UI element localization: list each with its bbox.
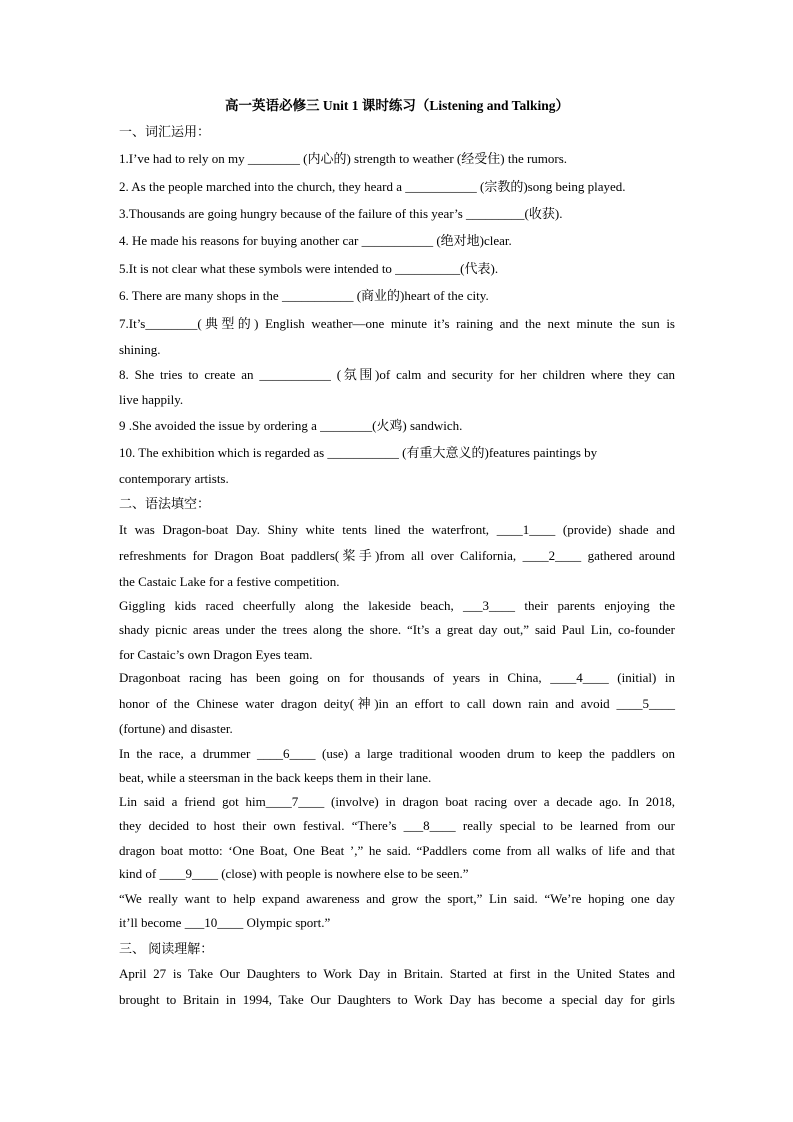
vocab-question-8-cont: live happily.: [119, 392, 184, 407]
reading-line: brought to Britain in 1994, Take Our Daughters to Work Day has become a special day for girls: [119, 992, 675, 1007]
grammar-line: “We really want to help expand awareness and grow the sport,” Lin said. “We’re hoping one day: [119, 891, 675, 906]
grammar-line: for Castaic’s own Dragon Eyes team.: [119, 647, 313, 662]
vocab-question-6: 6. There are many shops in the ___________ (商业的)heart of the city.: [119, 288, 489, 303]
grammar-line: Lin said a friend got him____7____ (involve) in dragon boat racing over a decade ago. In 2018,: [119, 794, 675, 809]
grammar-line: In the race, a drummer ____6____ (use) a large traditional wooden drum to keep the paddlers on: [119, 746, 675, 761]
grammar-line: Dragonboat racing has been going on for thousands of years in China, ____4____ (initial) in: [119, 670, 675, 685]
vocab-question-5: 5.It is not clear what these symbols were intended to __________(代表).: [119, 261, 499, 276]
reading-line: April 27 is Take Our Daughters to Work Day in Britain. Started at first in the United States and: [119, 966, 675, 981]
vocab-question-9: 9 .She avoided the issue by ordering a ________(火鸡) sandwich.: [119, 418, 463, 433]
vocab-question-2: 2. As the people marched into the church, they heard a ___________ (宗教的)song being played.: [119, 179, 626, 194]
vocab-question-10: 10. The exhibition which is regarded as ___________ (有重大意义的)features paintings by: [119, 445, 598, 460]
grammar-line: beat, while a steersman in the back keeps them in their lane.: [119, 770, 432, 785]
grammar-line: they decided to host their own festival. “There’s ___8____ really special to be learned from our: [119, 818, 675, 833]
grammar-line: honor of the Chinese water dragon deity(神)in an effort to call down rain and avoid ____5____: [119, 696, 675, 711]
vocab-question-10-cont: contemporary artists.: [119, 471, 229, 486]
vocab-question-1: 1.I’ve had to rely on my ________ (内心的) strength to weather (经受住) the rumors.: [119, 151, 568, 166]
section-heading-grammar: 二、语法填空：: [119, 496, 211, 511]
vocab-question-7: 7.It’s________(典型的) English weather—one minute it’s raining and the next minute the sun is: [119, 316, 675, 331]
grammar-line: the Castaic Lake for a festive competition.: [119, 574, 340, 589]
grammar-line: dragon boat motto: ‘One Boat, One Beat ’,” he said. “Paddlers come from all walks of life and that: [119, 843, 675, 858]
page-title: 高一英语必修三 Unit 1 课时练习（Listening and Talking）: [225, 98, 569, 113]
grammar-line: it’ll become ___10____ Olympic sport.”: [119, 915, 331, 930]
section-heading-vocabulary: 一、词汇运用：: [119, 124, 211, 139]
grammar-line: refreshments for Dragon Boat paddlers(桨手)from all over California, ____2____ gathered around: [119, 548, 675, 563]
vocab-question-3: 3.Thousands are going hungry because of the failure of this year’s _________(收获).: [119, 206, 563, 221]
grammar-line: It was Dragon-boat Day. Shiny white tents lined the waterfront, ____1____ (provide) shade and: [119, 522, 675, 537]
vocab-question-7-cont: shining.: [119, 342, 161, 357]
grammar-line: (fortune) and disaster.: [119, 721, 233, 736]
grammar-line: shady picnic areas under the trees along the shore. “It’s a great day out,” said Paul Lin, co-founder: [119, 622, 675, 637]
vocab-question-4: 4. He made his reasons for buying another car ___________ (绝对地)clear.: [119, 233, 512, 248]
vocab-question-8: 8. She tries to create an ___________ (氛围)of calm and security for her children where they can: [119, 367, 675, 382]
grammar-line: Giggling kids raced cheerfully along the lakeside beach, ___3____ their parents enjoying the: [119, 598, 675, 613]
grammar-line: kind of ____9____ (close) with people is nowhere else to be seen.”: [119, 866, 469, 881]
section-heading-reading: 三、 阅读理解：: [119, 941, 214, 956]
